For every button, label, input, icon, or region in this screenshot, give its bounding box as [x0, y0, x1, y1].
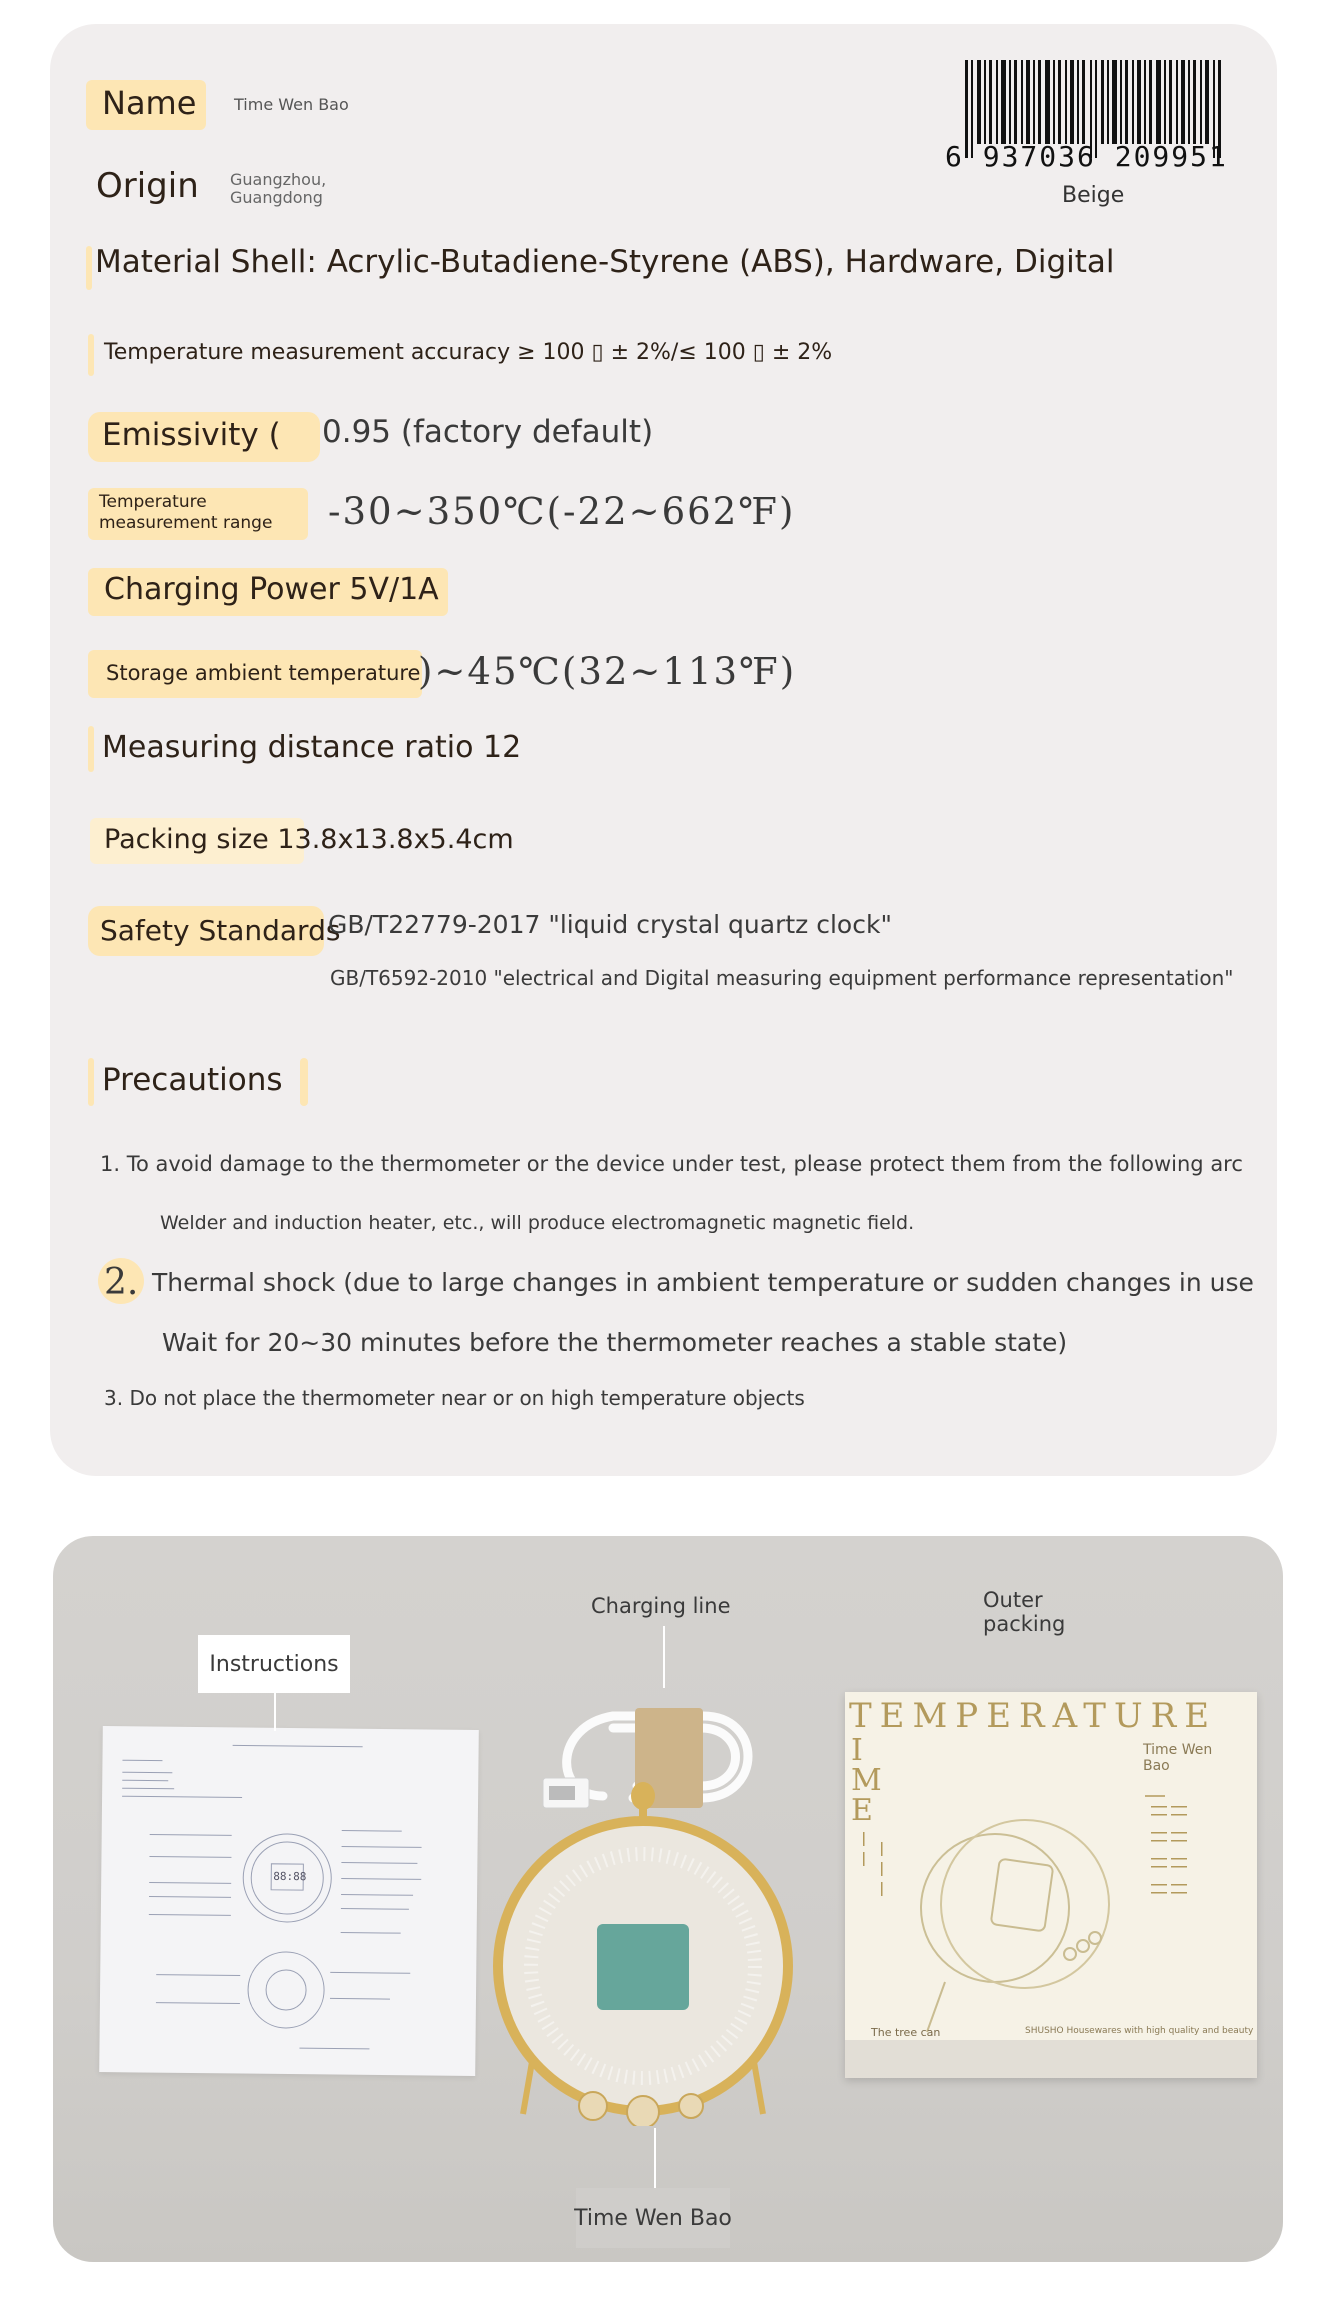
precautions-marker-left — [88, 1058, 94, 1106]
product-photo — [53, 1536, 1283, 2262]
precaution-item-3: 3. Do not place the thermometer near or on high temperature objects — [104, 1386, 805, 1410]
name-value: Time Wen Bao — [234, 95, 349, 114]
charging-line-tag: Charging line — [591, 1594, 731, 1618]
outer-packing-box — [845, 1692, 1257, 2078]
precaution-item-1: 1. To avoid damage to the thermometer or the device under test, please protect them from the following arc — [100, 1152, 1243, 1176]
material-marker — [86, 246, 92, 290]
precaution-item-2-sub: Wait for 20~30 minutes before the thermometer reaches a stable state) — [162, 1328, 1068, 1357]
charging-text: Charging Power 5V/1A — [104, 572, 439, 607]
origin-value-line1: Guangzhou, — [230, 170, 327, 189]
safety-standard-1: GB/T22779-2017 "liquid crystal quartz clock" — [328, 910, 892, 939]
storage-value: )~45℃(32~113℉) — [418, 650, 797, 693]
safety-standard-2: GB/T6592-2010 "electrical and Digital measuring equipment performance representation" — [330, 966, 1234, 990]
device-leader — [654, 2128, 656, 2192]
box-title: TEMPERATURE — [849, 1696, 1218, 1736]
barcode-number: 6 937036 209951 — [945, 140, 1228, 173]
instructions-tag: Instructions — [198, 1635, 350, 1693]
origin-label: Origin — [96, 166, 199, 206]
charging-line-leader — [663, 1626, 665, 1688]
range-label-line1: Temperature — [99, 492, 207, 512]
thermometer-device — [483, 1776, 803, 2126]
outer-packing-tag-line1: Outer — [983, 1588, 1043, 1612]
box-footer-right: SHUSHO Housewares with high quality and beauty — [1025, 2026, 1254, 2036]
origin-value-line2: Guangdong — [230, 188, 323, 207]
safety-label: Safety Standards — [100, 914, 341, 947]
instruction-manual — [99, 1726, 479, 2076]
color-value: Beige — [1062, 183, 1125, 208]
box-side-word: I M E — [851, 1733, 882, 1828]
precaution-item-1-sub: Welder and induction heater, etc., will produce electromagnetic magnetic field. — [160, 1212, 915, 1234]
packing-text: Packing size 13.8x13.8x5.4cm — [104, 824, 514, 855]
precaution-item-2: Thermal shock (due to large changes in ambient temperature or sudden changes in use — [152, 1268, 1254, 1297]
manual-display-digits: 88:88 — [273, 1869, 307, 1884]
name-label: Name — [102, 84, 197, 122]
precaution-item-2-number: 2. — [104, 1262, 139, 1303]
precautions-marker-right — [300, 1058, 308, 1106]
outer-packing-tag-line2: packing — [983, 1612, 1066, 1636]
material-text: Material Shell: Acrylic-Butadiene-Styrene (ABS), Hardware, Digital — [95, 244, 1115, 280]
storage-label: Storage ambient temperature — [106, 661, 421, 685]
box-brand-line1: Time Wen — [1143, 1742, 1213, 1758]
box-brand-line2: Bao — [1143, 1758, 1170, 1774]
emissivity-value: 0.95 (factory default) — [322, 414, 654, 450]
emissivity-label: Emissivity ( — [102, 417, 281, 453]
box-footer-left: The tree can — [871, 2026, 941, 2039]
precautions-title: Precautions — [102, 1062, 283, 1098]
range-value: -30~350℃(-22~662℉) — [328, 490, 796, 533]
range-label-line2: measurement range — [99, 513, 273, 533]
accuracy-text: Temperature measurement accuracy ≥ 100 ▯ ± 2%/≤ 100 ▯ ± 2% — [104, 340, 833, 365]
distance-text: Measuring distance ratio 12 — [102, 730, 522, 765]
manual-diagram — [99, 1726, 479, 2076]
instructions-leader — [274, 1693, 276, 1731]
distance-marker — [88, 726, 94, 772]
device-tag: Time Wen Bao — [576, 2188, 730, 2248]
accuracy-marker — [88, 334, 94, 376]
